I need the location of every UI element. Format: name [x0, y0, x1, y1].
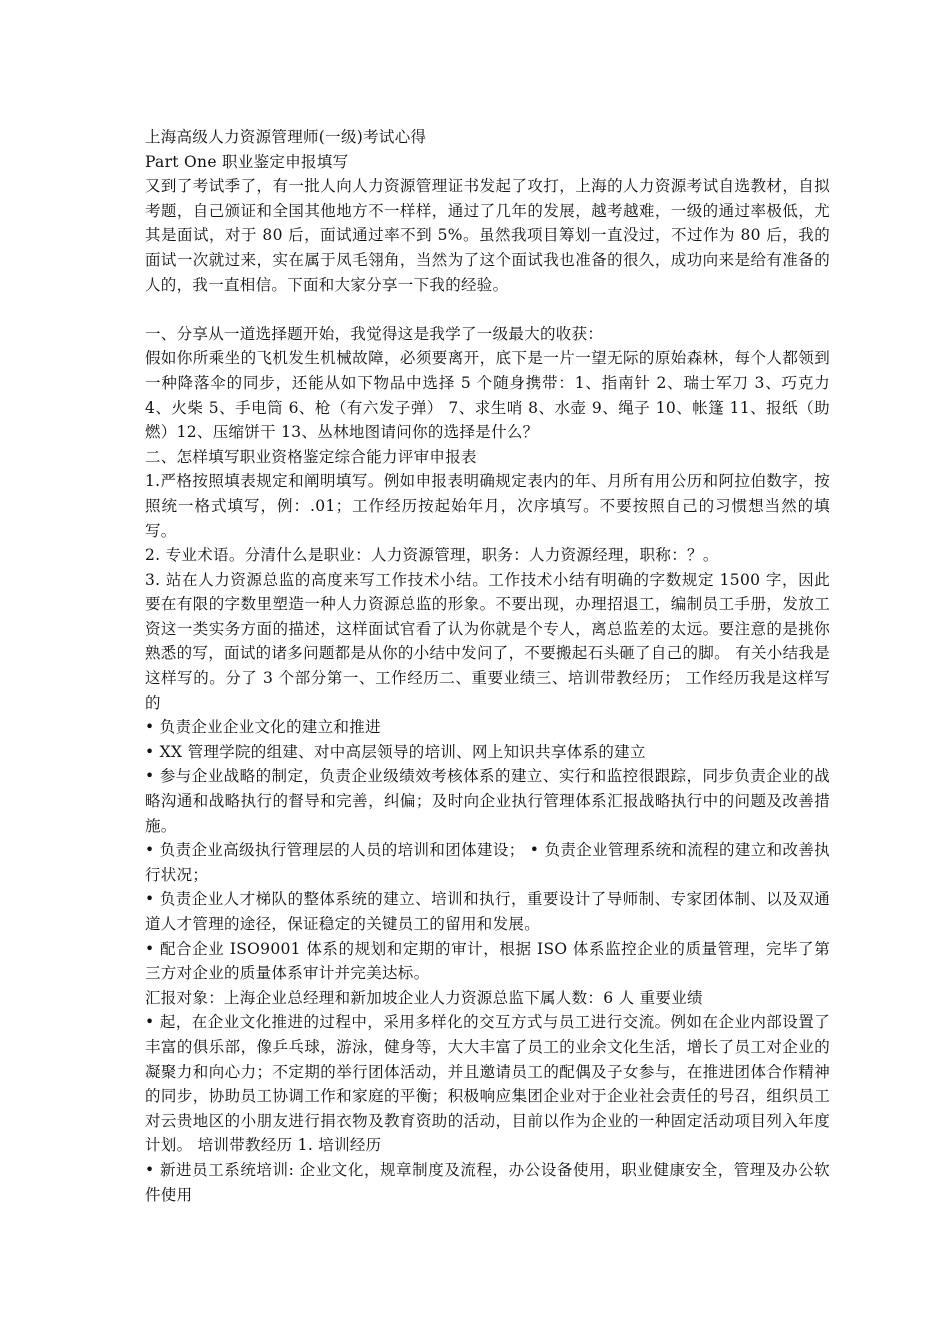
- bullet-item: • 起，在企业文化推进的过程中，采用多样化的交互方式与员工进行交流。例如在企业内部设置了丰富的俱乐部，像乒乓球，游泳，健身等，大大丰富了员工的业余文化生活，增长了员工对企业的凝聚力和向心力；不定期的举行团体活动，并且邀请员工的配偶及子女参与，在推进团体合作精神的同步，协助员工协调工作和家庭的平衡；积极响应集团企业对于企业社会责任的号召，组织员工对云贵地区的小朋友进行捐衣物及教育资助的活动，目前以作为企业的一种固定活动项目列入年度计划。 培训带教经历 1. 培训经历: [145, 1013, 830, 1155]
- bullet-item: • 负责企业企业文化的建立和推进: [145, 718, 381, 737]
- paragraph: 汇报对象：上海企业总经理和新加坡企业人力资源总监下属人数：6 人 重要业绩: [145, 988, 703, 1007]
- paragraph: 又到了考试季了，有一批人向人力资源管理证书发起了攻打，上海的人力资源考试自选教材，自拟考题，自己颁证和全国其他地方不一样样，通过了几年的发展，越考越难，一级的通过率极低，尤其是面试，对于 80 后，面试通过率不到 5%。虽然我项目筹划一直没过，不过作为 80 后，我的面试一次就过来，实在属于凤毛翎角，当然为了这个面试我也准备的很久，成功向来是给有准备的人的，我一直相信。下面和大家分享一下我的经验。: [145, 177, 830, 294]
- document-body: [145, 125, 830, 1207]
- document-subtitle: Part One 职业鉴定申报填写: [145, 152, 349, 171]
- blank-line: [145, 297, 830, 322]
- paragraph: 3. 站在人力资源总监的高度来写工作技术小结。工作技术小结有明确的字数规定 1500 字，因此要在有限的字数里塑造一种人力资源总监的形象。不要出现，办理招退工，编制员工手册，发放工资这一类实务方面的描述，这样面试官看了认为你就是个专人，离总监差的太远。要注意的是挑你熟悉的写，面试的诸多问题都是从你的小结中发问了，不要搬起石头砸了自己的脚。 有关小结我是这样写的。分了 3 个部分第一、工作经历二、重要业绩三、培训带教经历； 工作经历我是这样写的: [145, 570, 830, 712]
- bullet-item: • 负责企业人才梯队的整体系统的建立、培训和执行，重要设计了导师制、专家团体制、以及双通道人才管理的途径，保证稳定的关键员工的留用和发展。: [145, 890, 830, 933]
- section-heading: 一、分享从一道选择题开始，我觉得这是我学了一级最大的收获：: [145, 324, 604, 343]
- section-heading: 二、怎样填写职业资格鉴定综合能力评审申报表: [145, 447, 477, 466]
- paragraph: 2. 专业术语。分清什么是职业：人力资源管理，职务：人力资源经理，职称：？。: [145, 546, 719, 565]
- document-title: 上海高级人力资源管理师(一级)考试心得: [145, 128, 427, 146]
- bullet-item: • XX 管理学院的组建、对中高层领导的培训、网上知识共享体系的建立: [145, 742, 646, 761]
- bullet-item: • 负责企业高级执行管理层的人员的培训和团体建设； • 负责企业管理系统和流程的建立和改善执行状况；: [145, 841, 830, 884]
- bullet-item: • 参与企业战略的制定，负责企业级绩效考核体系的建立、实行和监控很跟踪，同步负责企业的战略沟通和战略执行的督导和完善，纠偏；及时向企业执行管理体系汇报战略执行中的问题及改善措施。: [145, 767, 830, 835]
- bullet-item: • 配合企业 ISO9001 体系的规划和定期的审计，根据 ISO 体系监控企业的质量管理，完毕了第三方对企业的质量体系审计并完美达标。: [145, 939, 830, 983]
- paragraph: 假如你所乘坐的飞机发生机械故障，必须要离开，底下是一片一望无际的原始森林，每个人都领到一种降落伞的同步，还能从如下物品中选择 5 个随身携带：1、指南针 2、瑞士军刀 3、巧克力 4、火柴 5、手电筒 6、枪（有六发子弹） 7、求生哨 8、水壶 9、绳子 10、帐篷 11、报纸（助燃）12、压缩饼干 13、丛林地图请问你的选择是什么？: [145, 349, 830, 442]
- paragraph: 1.严格按照填表规定和阐明填写。例如申报表明确规定表内的年、月所有用公历和阿拉伯数字，按照统一格式填写，例：.01；工作经历按起始年月，次序填写。不要按照自己的习惯想当然的填写。: [145, 472, 830, 540]
- bullet-item: • 新进员工系统培训: 企业文化，规章制度及流程，办公设备使用，职业健康安全，管理及办公软件使用: [145, 1160, 830, 1204]
